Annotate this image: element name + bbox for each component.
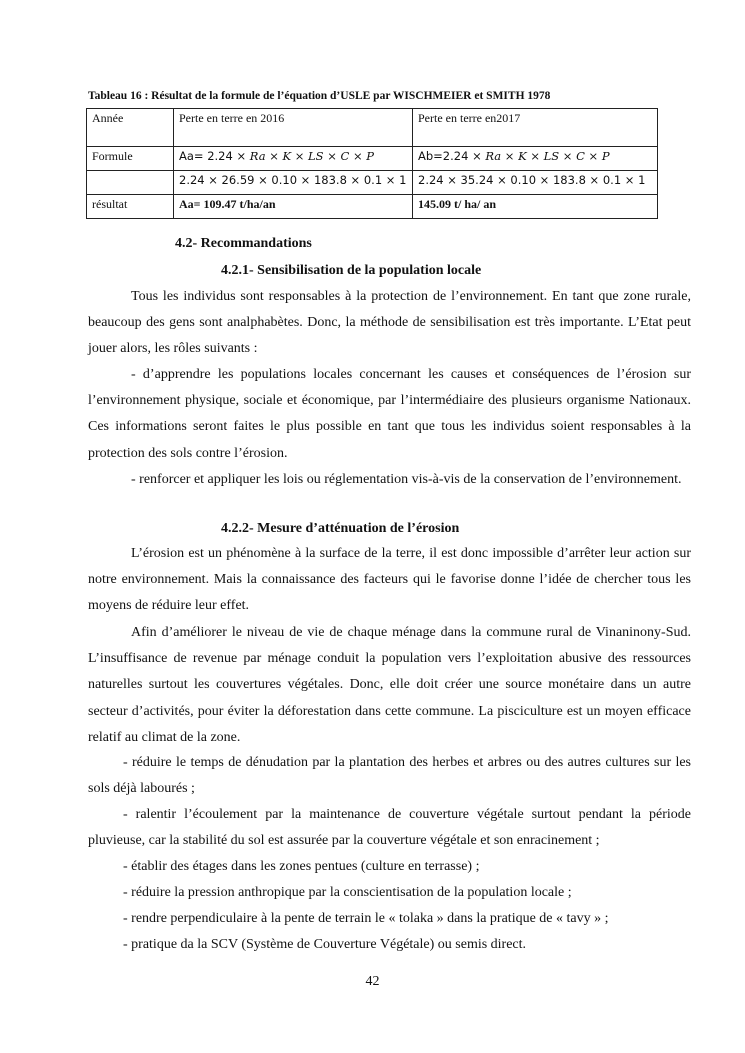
- calcul-label-empty: [87, 171, 174, 195]
- formule-label: Formule: [87, 147, 174, 171]
- page-number: 42: [365, 974, 380, 989]
- table-header-row: [87, 109, 658, 147]
- usle-results-table: [86, 108, 658, 219]
- paragraph-renforcer: - renforcer et appliquer les lois ou réglementation vis-à-vis de la conservation de l’environnement.: [131, 472, 682, 487]
- list-item-reduire-temps: - réduire le temps de dénudation par la plantation des herbes et arbres ou des autres cultures sur les sols déjà labourés ;: [88, 755, 691, 797]
- table-row-resultat: [87, 195, 658, 219]
- subsection-heading-sensibilisation: 4.2.1- Sensibilisation de la population locale: [221, 263, 482, 278]
- paragraph-apprendre: - d’apprendre les populations locales concernant les causes et conséquences de l’érosion sur l’environnement physique, sociale et économique, par l’intermédiaire des plusieurs organisme Nationaux. Ces informations seront faites le plus possible en tant que tous les individus soient responsables à la protection des sols contre l’érosion.: [88, 367, 691, 461]
- subsection-heading-attenuation: 4.2.2- Mesure d’atténuation de l’érosion: [221, 521, 460, 536]
- resultat-2017: 145.09 t/ ha/ an: [413, 195, 658, 219]
- header-2017: Perte en terre en2017: [413, 109, 658, 147]
- formule-2016-prefix: Aa= 2.24 ×: [179, 149, 250, 163]
- resultat-label: résultat: [87, 195, 174, 219]
- header-annee: Année: [87, 109, 174, 147]
- calcul-2017: 2.24 × 35.24 × 0.10 × 183.8 × 0.1 × 1: [413, 171, 658, 195]
- list-item-reduire-pression: - réduire la pression anthropique par la conscientisation de la population locale ;: [123, 885, 572, 900]
- formule-2017-vars: Ra × K × LS × C × P: [485, 149, 610, 163]
- paragraph-responsabilite: Tous les individus sont responsables à la protection de l’environnement. En tant que zone rurale, beaucoup des gens sont analphabètes. Donc, la méthode de sensibilisation est très importante. L’Etat peut jouer alors, les rôles suivants :: [88, 289, 691, 357]
- paragraph-ameliorer: Afin d’améliorer le niveau de vie de chaque ménage dans la commune rural de Vinaninony-Sud. L’insuffisance de revenue par ménage conduit la population vers l’exploitation abusive des ressources naturelles surtout les couvertures végétales. Donc, elle doit créer une source monétaire dans un autre secteur d’activités, pour éviter la déforestation dans cette commune. La pisciculture est un moyen efficace relatif au climat de la zone.: [88, 625, 691, 745]
- list-item-ralentir: - ralentir l’écoulement par la maintenance de couverture végétale surtout pendant la période pluvieuse, car la stabilité du sol est assurée par la couverture végétale et son enracinement ;: [88, 807, 691, 849]
- formule-2016: [174, 147, 413, 171]
- paragraph-erosion: L’érosion est un phénomène à la surface de la terre, il est donc impossible d’arrêter leur action sur notre environnement. Mais la connaissance des facteurs qui le favorise donne l’idée de chercher tous les moyens de réduire leur effet.: [88, 546, 691, 614]
- section-heading: 4.2- Recommandations: [175, 236, 312, 251]
- formule-2016-vars: Ra × K × LS × C × P: [249, 149, 374, 163]
- calcul-2016: 2.24 × 26.59 × 0.10 × 183.8 × 0.1 × 1: [174, 171, 413, 195]
- list-item-scv: - pratique da la SCV (Système de Couverture Végétale) ou semis direct.: [123, 937, 527, 952]
- formule-2017: [413, 147, 658, 171]
- list-item-etablir: - établir des étages dans les zones pentues (culture en terrasse) ;: [123, 859, 480, 874]
- table-row-calcul: [87, 171, 658, 195]
- formule-2017-prefix: Ab=2.24 ×: [418, 149, 486, 163]
- table-caption: Tableau 16 : Résultat de la formule de l’équation d’USLE par WISCHMEIER et SMITH 1978: [88, 90, 551, 102]
- header-2016: Perte en terre en 2016: [174, 109, 413, 147]
- table-row-formule: [87, 147, 658, 171]
- list-item-rendre: - rendre perpendiculaire à la pente de terrain le « tolaka » dans la pratique de « tavy » ;: [123, 911, 609, 926]
- resultat-2016: Aa= 109.47 t/ha/an: [174, 195, 413, 219]
